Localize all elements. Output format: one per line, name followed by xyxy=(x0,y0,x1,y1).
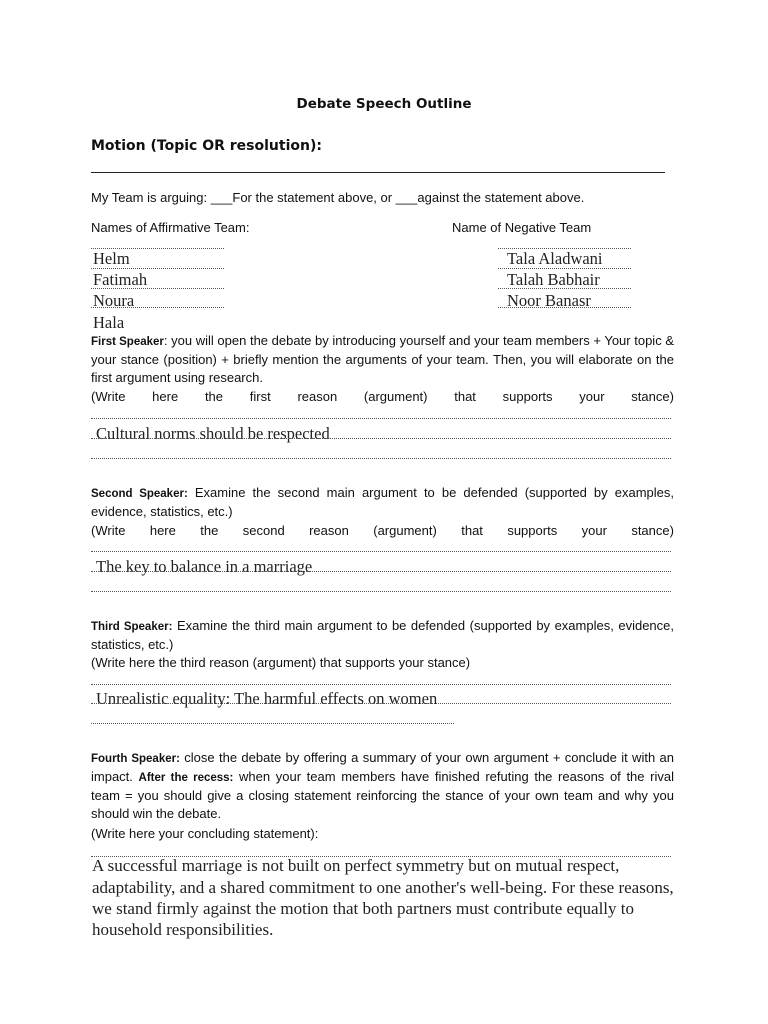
instruction-word: first xyxy=(249,389,271,404)
after-recess-label: After the recess: xyxy=(138,772,234,784)
answer-line xyxy=(91,418,671,419)
second-speaker-answer[interactable]: The key to balance in a marriage xyxy=(96,557,313,576)
answer-line xyxy=(91,458,671,459)
instruction-word: stance) xyxy=(631,523,674,538)
instruction-word: stance) xyxy=(631,389,674,404)
first-speaker-instruction xyxy=(91,389,674,404)
instruction-word: that xyxy=(461,523,483,538)
answer-line xyxy=(91,723,454,724)
instruction-word: your xyxy=(579,389,605,404)
second-speaker-label: Second Speaker: xyxy=(91,488,188,500)
instruction-word: (Write xyxy=(91,523,126,538)
third-speaker-answer[interactable]: Unrealistic equality: The harmful effects on women xyxy=(96,689,438,708)
instruction-word: supports xyxy=(507,523,558,538)
instruction-word: that xyxy=(454,389,476,404)
instruction-word: here xyxy=(152,389,179,404)
motion-label: Motion (Topic OR resolution): xyxy=(91,138,322,154)
instruction-word: second xyxy=(242,523,285,538)
negative-name[interactable]: Noor Banasr xyxy=(507,291,591,310)
fourth-speaker-answer-line[interactable]: household responsibilities. xyxy=(92,920,274,939)
answer-line xyxy=(91,684,671,685)
affirmative-name[interactable]: Noura xyxy=(93,291,135,310)
instruction-word: (argument) xyxy=(363,389,428,404)
page-title: Debate Speech Outline xyxy=(296,96,472,112)
instruction-word: reason xyxy=(297,389,338,404)
negative-name-line xyxy=(498,288,631,289)
fourth-speaker-description xyxy=(91,749,674,823)
affirmative-name[interactable]: Helm xyxy=(93,249,130,268)
instruction-word: (Write xyxy=(91,389,126,404)
instruction-word: the xyxy=(204,389,224,404)
negative-name-line xyxy=(498,307,631,308)
negative-name[interactable]: Tala Aladwani xyxy=(507,249,603,268)
instruction-word: the xyxy=(200,523,219,538)
fourth-speaker-answer-line[interactable]: we stand firmly against the motion that both partners must contribute equally to xyxy=(92,899,634,918)
motion-answer-line[interactable] xyxy=(91,172,665,173)
answer-line xyxy=(91,438,671,439)
third-speaker-text: Examine the third main argument to be defended (supported by examples, evidence, statistics, etc.) xyxy=(91,618,674,652)
affirmative-name[interactable]: Fatimah xyxy=(93,270,148,289)
second-speaker-description xyxy=(91,484,674,521)
first-speaker-label: First Speaker xyxy=(91,336,164,348)
instruction-word: supports xyxy=(502,389,553,404)
team-arguing-text: My Team is arguing: ___For the statement above, or ___against the statement above. xyxy=(91,190,585,205)
answer-line xyxy=(91,591,671,592)
affirmative-name-line xyxy=(91,268,224,269)
instruction-word: (argument) xyxy=(373,523,437,538)
third-speaker-description xyxy=(91,617,674,654)
second-speaker-instruction xyxy=(91,523,674,538)
third-speaker-instruction: (Write here the third reason (argument) that supports your stance) xyxy=(91,655,471,670)
negative-name-line xyxy=(498,268,631,269)
fourth-speaker-label: Fourth Speaker: xyxy=(91,753,180,765)
fourth-speaker-answer-line[interactable]: A successful marriage is not built on perfect symmetry but on mutual respect, xyxy=(92,856,620,875)
negative-name[interactable]: Talah Babhair xyxy=(507,270,600,289)
fourth-speaker-text: close the debate by offering a summary of your own argument + conclude it with an impact. xyxy=(91,750,674,784)
answer-line xyxy=(91,571,671,572)
instruction-word: here xyxy=(149,523,176,538)
answer-line xyxy=(91,551,671,552)
third-speaker-label: Third Speaker: xyxy=(91,621,173,633)
first-speaker-text: : you will open the debate by introducing yourself and your team members + Your topic & your stance (position) + briefly mention the arguments of your team. Then, you will elaborate on the first argument using research. xyxy=(91,333,674,385)
after-recess-text: when your team members have finished refuting the reasons of the rival team = you should give a closing statement reinforcing the stance of your own team and why you should win the debate. xyxy=(91,769,674,821)
first-speaker-description xyxy=(91,332,674,387)
fourth-speaker-answer-line[interactable]: adaptability, and a shared commitment to one another's well-being. For these reasons, xyxy=(92,878,674,897)
affirmative-name[interactable]: Hala xyxy=(93,313,125,332)
answer-line xyxy=(91,703,671,704)
fourth-speaker-instruction: (Write here your concluding statement): xyxy=(91,826,319,841)
first-speaker-answer[interactable]: Cultural norms should be respected xyxy=(96,424,330,443)
instruction-word: your xyxy=(581,523,607,538)
affirmative-team-header: Names of Affirmative Team: xyxy=(91,220,250,235)
instruction-word: reason xyxy=(309,523,349,538)
affirmative-name-line xyxy=(91,288,224,289)
second-speaker-text: Examine the second main argument to be defended (supported by examples, evidence, statistics, etc.) xyxy=(91,485,674,519)
affirmative-name-line xyxy=(91,307,224,308)
negative-team-header: Name of Negative Team xyxy=(452,220,592,235)
